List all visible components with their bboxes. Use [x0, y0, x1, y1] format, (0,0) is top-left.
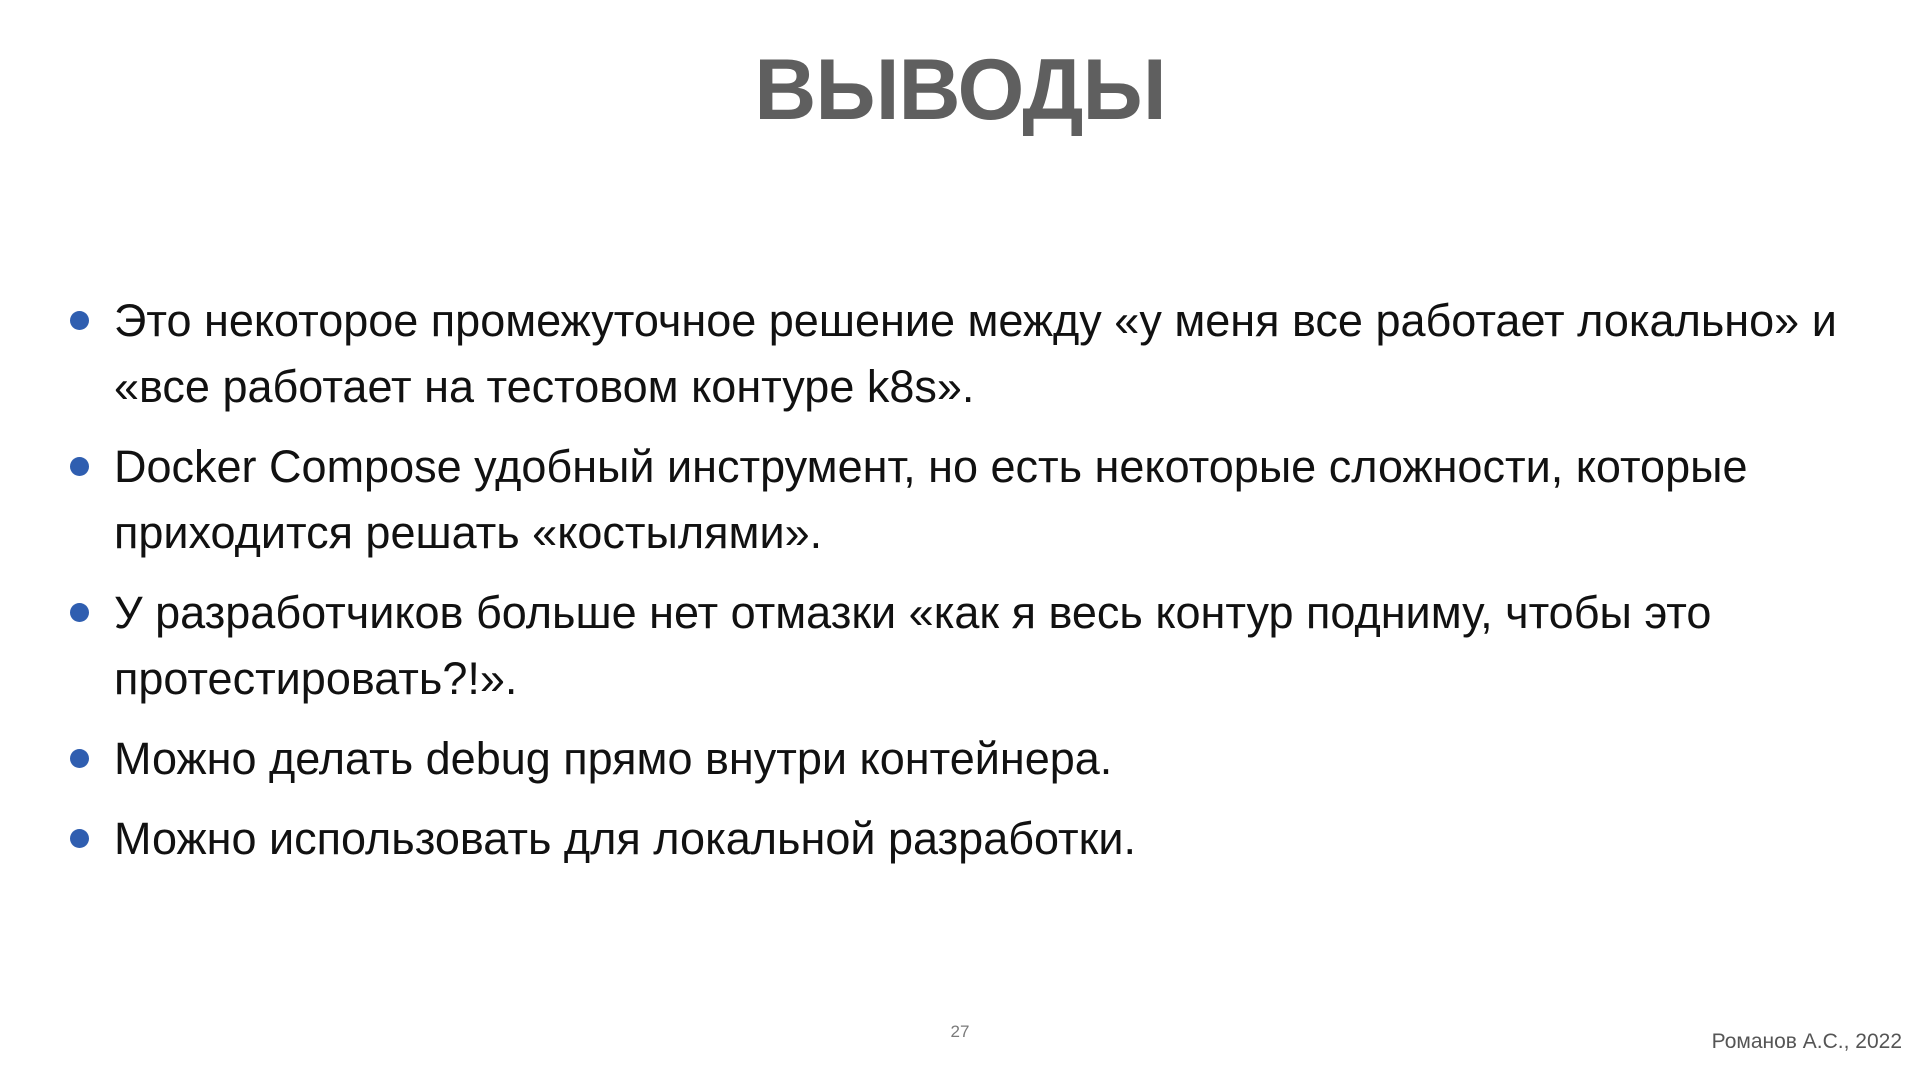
bullet-dot-icon: [70, 749, 89, 768]
page-number: 27: [950, 1022, 970, 1041]
bullet-dot-icon: [70, 311, 89, 330]
bullet-dot-icon: [70, 603, 89, 622]
bullet-item: [70, 434, 1860, 566]
bullet-text: Это некоторое промежуточное решение между «у меня все работает локально» и «все работает на тестовом контуре k8s».: [114, 295, 1837, 412]
bullet-item: [70, 806, 1860, 872]
bullet-text: У разработчиков больше нет отмазки «как я весь контур подниму, чтобы это протестировать?!».: [114, 587, 1712, 704]
slide-title: ВЫВОДЫ: [754, 42, 1166, 138]
bullet-dot-icon: [70, 457, 89, 476]
bullet-item: [70, 288, 1860, 420]
bullet-list: [70, 288, 1860, 886]
bullet-item: [70, 580, 1860, 712]
bullet-text: Docker Compose удобный инструмент, но есть некоторые сложности, которые приходится решать «костылями».: [114, 441, 1748, 558]
bullet-dot-icon: [70, 829, 89, 848]
bullet-text: Можно делать debug прямо внутри контейнера.: [114, 733, 1113, 784]
bullet-text: Можно использовать для локальной разработки.: [114, 813, 1136, 864]
bullet-item: [70, 726, 1860, 792]
author-footer: Романов А.С., 2022: [1711, 1030, 1902, 1053]
